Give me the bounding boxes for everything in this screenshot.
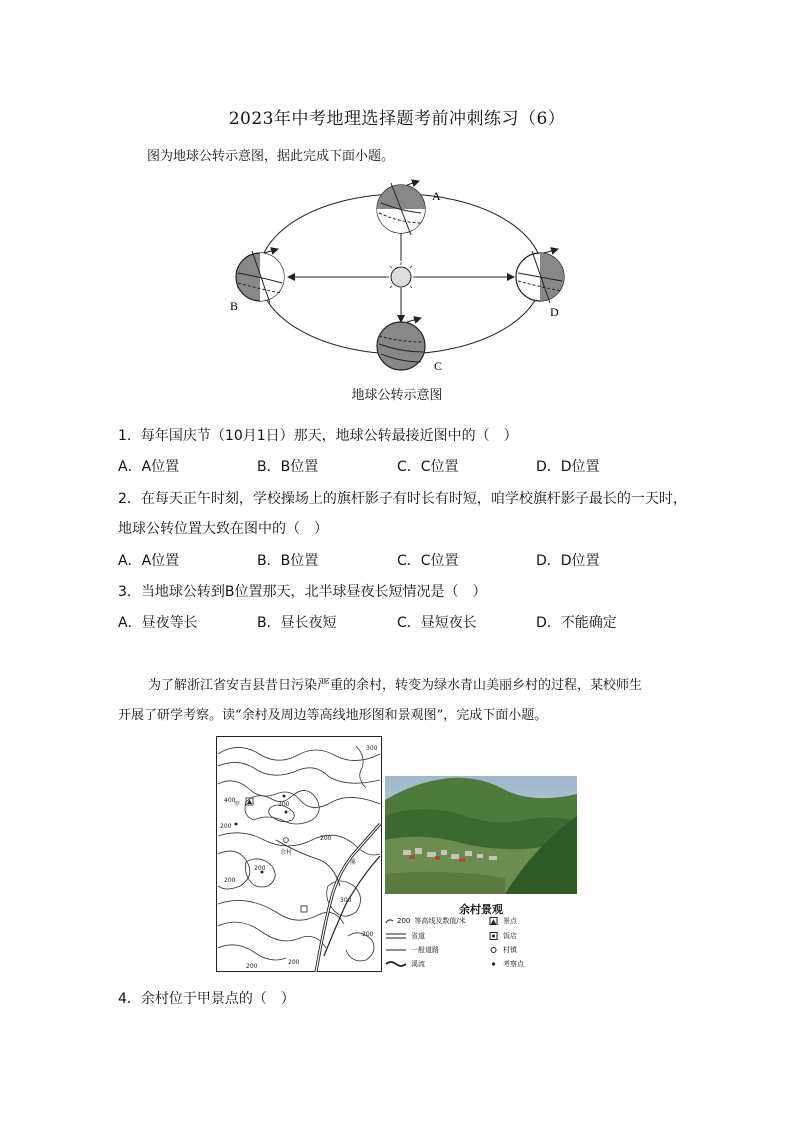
survey-point-legend-icon (489, 960, 499, 968)
hotel-legend-icon (489, 932, 499, 940)
legend-contour-label: 等高线及数值/米 (414, 917, 466, 925)
question-3: 3．当地球公转到B位置那天，北半球昼夜长短情况是（ ） (118, 584, 487, 600)
q2-option-d[interactable]: D．D位置 (536, 553, 600, 569)
sun-icon (386, 262, 416, 292)
q1-option-b[interactable]: B．B位置 (257, 459, 319, 475)
label-b: B (230, 299, 239, 313)
q2-option-c[interactable]: C．C位置 (397, 553, 459, 569)
village-marker-icon (284, 838, 289, 843)
photo-caption: 余村景观 (459, 903, 503, 916)
question-1: 1．每年国庆节（10月1日）那天，地球公转最接近图中的（ ） (118, 428, 518, 444)
legend-contour (385, 916, 466, 926)
legend-contour-value: 200 (397, 917, 411, 925)
map-contour-300a: 300 (366, 745, 378, 752)
earth-d-icon (516, 249, 564, 303)
label-a: A (432, 189, 441, 203)
legend-provincial-road (385, 931, 425, 941)
legend-survey-point (489, 959, 524, 969)
label-c: C (434, 359, 443, 373)
question-2-line1: 2．在每天正午时刻，学校操场上的旗杆影子有时长有时短，咱学校旗杆影子最长的一天时， (118, 491, 687, 507)
map-legend (385, 914, 577, 974)
legend-stream-label: 溪流 (411, 960, 425, 968)
question-2-line2: 地球公转位置大致在图中的（ ） (118, 521, 328, 537)
q3-option-b[interactable]: B．昼长夜短 (257, 615, 337, 631)
legend-stream (385, 959, 425, 969)
yucun-landscape-photo (385, 776, 577, 894)
map-contour-200d: 200 (254, 865, 266, 872)
map-label-stream: 溪 (350, 859, 357, 866)
map-contour-300b: 300 (278, 801, 290, 808)
legend-village-label: 村镇 (503, 946, 517, 954)
q2-option-a[interactable]: A．A位置 (118, 553, 180, 569)
stream-icon (385, 960, 407, 968)
intro-text-2-line1: 为了解浙江省安吉县昔日污染严重的余村，转变为绿水青山美丽乡村的过程，某校师生 (148, 678, 643, 693)
document-title: 2023年中考地理选择题考前冲刺练习（6） (228, 109, 566, 129)
intro-text-1: 图为地球公转示意图，据此完成下面小题。 (147, 149, 395, 164)
q1-option-d[interactable]: D．D位置 (536, 459, 600, 475)
q1-option-a[interactable]: A．A位置 (118, 459, 180, 475)
legend-hotel-label: 饭店 (503, 932, 517, 940)
general-road-icon (385, 946, 407, 954)
q3-option-a[interactable]: A．昼夜等长 (118, 615, 198, 631)
legend-scenic-label: 景点 (503, 917, 517, 925)
label-d: D (550, 305, 559, 319)
question-4: 4．余村位于甲景点的（ ） (118, 991, 295, 1007)
figure1-caption: 地球公转示意图 (351, 388, 443, 403)
q3-option-c[interactable]: C．昼短夜长 (397, 615, 477, 631)
scenic-legend-icon (489, 917, 499, 925)
map-contour-300c: 300 (340, 897, 352, 904)
legend-general-road-label: 一般道路 (411, 946, 439, 954)
map-label-jia: 甲 (234, 801, 241, 808)
legend-village (489, 945, 517, 955)
map-contour-200f: 200 (288, 959, 300, 966)
earth-b-icon (236, 249, 284, 303)
map-contour-200a: 200 (220, 823, 232, 830)
earth-revolution-diagram (220, 176, 580, 386)
legend-general-road (385, 945, 439, 955)
intro-text-2-line2: 开展了研学考察。读“余村及周边等高线地形图和景观图”，完成下面小题。 (118, 708, 548, 723)
earth-c-icon (377, 318, 425, 370)
map-contour-200b: 200 (320, 835, 332, 842)
legend-survey-point-label: 考察点 (503, 960, 524, 968)
earth-a-icon (377, 181, 425, 235)
provincial-road-icon (385, 932, 407, 940)
map-contour-200e: 200 (246, 963, 258, 970)
legend-provincial-road-label: 省道 (411, 932, 425, 940)
map-contour-200g: 200 (362, 931, 374, 938)
map-contour-400: 400 (224, 797, 236, 804)
legend-scenic (489, 916, 517, 926)
q2-option-b[interactable]: B．B位置 (257, 553, 319, 569)
legend-hotel (489, 931, 517, 941)
q1-option-c[interactable]: C．C位置 (397, 459, 459, 475)
map-contour-200c: 200 (224, 877, 236, 884)
village-legend-icon (489, 946, 499, 954)
contour-map (216, 736, 382, 972)
map-label-yucun: 余村 (280, 849, 293, 856)
q3-option-d[interactable]: D．不能确定 (536, 615, 617, 631)
